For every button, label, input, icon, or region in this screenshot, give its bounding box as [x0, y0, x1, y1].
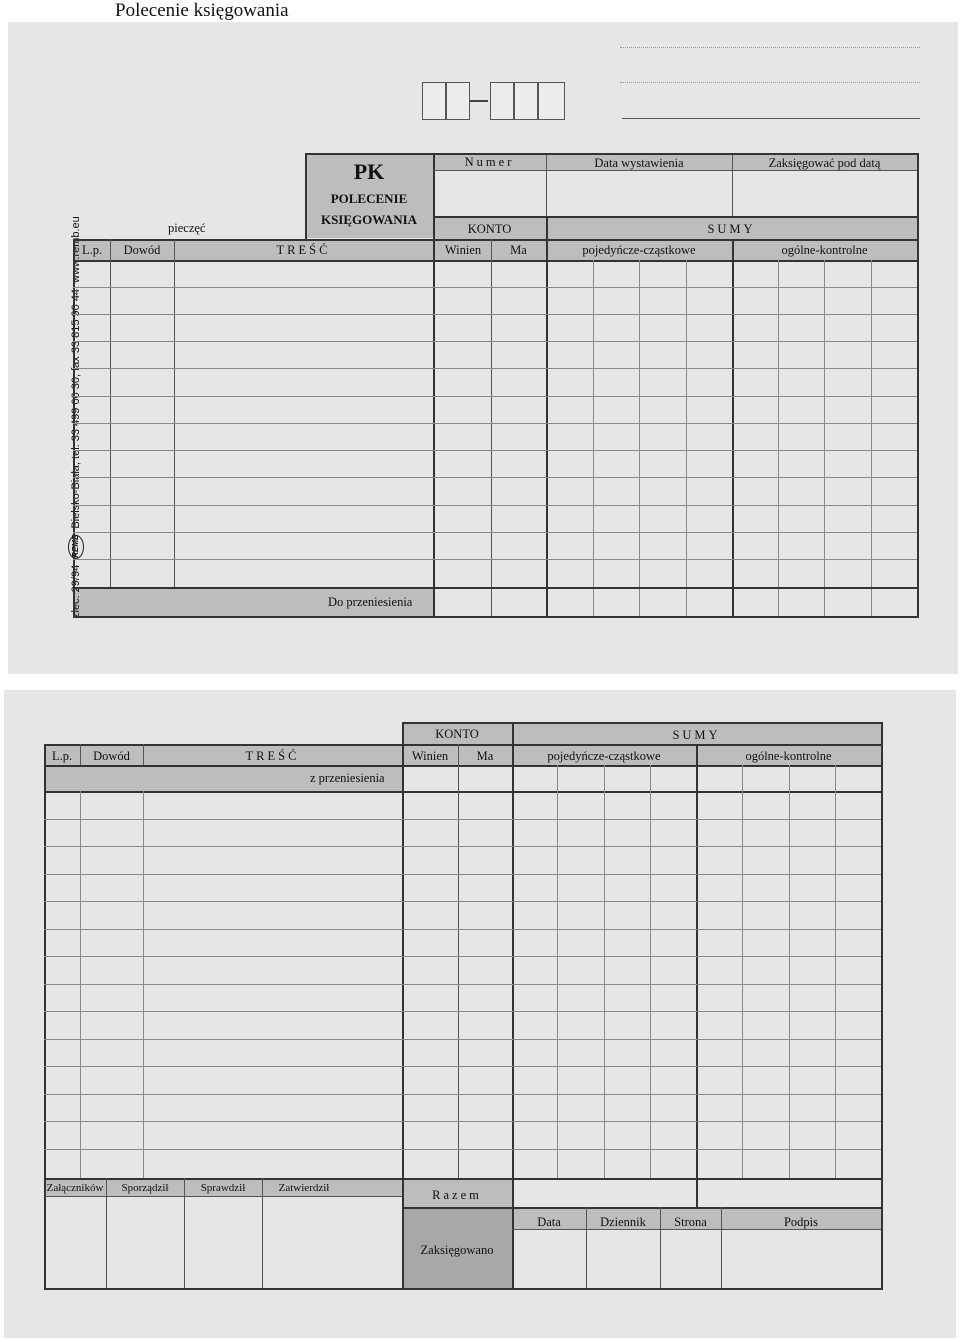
podpis-label: Podpis — [783, 1215, 819, 1229]
pk-label: PK — [353, 159, 385, 184]
grid-line-vertical — [732, 153, 733, 216]
number-box — [446, 82, 470, 120]
grid-line-horizontal — [44, 956, 881, 957]
data-label: Data — [537, 1215, 561, 1229]
grid-line-vertical — [80, 744, 81, 765]
grid-line-horizontal — [73, 423, 917, 424]
grid-line-horizontal — [73, 505, 917, 506]
grid-line-horizontal — [73, 616, 919, 618]
grid-line-vertical — [835, 765, 836, 1178]
winien-label: Winien — [411, 749, 449, 763]
zaksiegowano-label: Zaksięgowano — [420, 1243, 494, 1257]
razem-label: Razem — [432, 1188, 482, 1202]
grid-line-horizontal — [44, 1011, 881, 1012]
ma-label: Ma — [476, 749, 494, 763]
grid-line-vertical — [546, 153, 547, 216]
grid-line-horizontal — [73, 396, 917, 397]
sumy-label: SUMY — [672, 728, 721, 742]
number-dash — [470, 100, 488, 102]
grid-line-vertical — [557, 765, 558, 1178]
zalacznikow-label: Załączników — [46, 1182, 104, 1194]
grid-line-horizontal — [44, 901, 881, 902]
pieczec-label: pieczęć — [168, 221, 206, 235]
grid-line-vertical — [143, 744, 144, 765]
tresc-label: TREŚĆ — [276, 243, 331, 257]
konto-label: KONTO — [435, 727, 479, 741]
grid-line-vertical — [742, 765, 743, 1178]
grid-line-horizontal — [402, 722, 881, 724]
grid-line-horizontal — [73, 368, 917, 369]
grid-line-horizontal — [44, 929, 881, 930]
grid-line-horizontal — [44, 1196, 402, 1197]
grid-line-horizontal — [44, 1178, 881, 1180]
ma-label: Ma — [510, 243, 527, 257]
grid-line-vertical — [184, 1178, 185, 1288]
grid-line-vertical — [789, 765, 790, 1178]
grid-line-horizontal — [44, 846, 881, 847]
grid-line-horizontal — [44, 984, 881, 985]
ogolne-label: ogólne-kontrolne — [781, 243, 868, 257]
grid-line-horizontal — [44, 765, 881, 767]
grid-line-horizontal — [73, 260, 917, 262]
dotted-line — [620, 47, 920, 48]
signature-line — [622, 118, 920, 119]
grid-line-vertical — [546, 216, 548, 616]
grid-line-vertical — [917, 153, 919, 616]
grid-line-horizontal — [44, 1039, 881, 1040]
pojedyncze-label: pojedyńcze-cząstkowe — [582, 243, 696, 257]
grid-line-vertical — [174, 239, 175, 587]
grid-line-horizontal — [402, 1207, 881, 1209]
grid-line-horizontal — [44, 819, 881, 820]
grid-line-horizontal — [44, 744, 881, 746]
winien-label: Winien — [444, 243, 482, 257]
grid-line-horizontal — [44, 1066, 881, 1067]
grid-line-vertical — [110, 239, 111, 587]
grid-line-horizontal — [44, 1288, 883, 1290]
grid-line-horizontal — [73, 532, 917, 533]
grid-line-horizontal — [512, 1229, 881, 1230]
tresc-label: TREŚĆ — [245, 749, 300, 763]
document-title: Polecenie księgowania — [115, 0, 289, 21]
pojedyncze-label: pojedyńcze-cząstkowe — [547, 749, 661, 763]
grid-line-horizontal — [433, 170, 917, 171]
dowod-label: Dowód — [93, 749, 130, 763]
grid-line-vertical — [660, 1207, 661, 1288]
grid-line-vertical — [696, 744, 698, 1207]
grid-line-vertical — [106, 1178, 107, 1288]
grid-line-vertical — [650, 765, 651, 1178]
sprawdzil-label: Sprawdził — [200, 1182, 246, 1194]
grid-line-horizontal — [73, 559, 917, 560]
lp-label: L.p. — [82, 243, 103, 257]
polecenie-label: POLECENIE — [330, 191, 408, 206]
grid-line-horizontal — [73, 450, 917, 451]
konto-label: KONTO — [467, 222, 512, 236]
grid-line-horizontal — [73, 239, 917, 241]
grid-line-horizontal — [73, 341, 917, 342]
printer-imprint: zlec. 29/94 REMB Bielsko-Biała, tel. 33 499 00 30, fax 33 815 90 44, www.remb.eu — [68, 216, 84, 618]
dotted-line — [620, 82, 920, 83]
grid-line-horizontal — [305, 153, 917, 155]
strona-label: Strona — [674, 1215, 707, 1229]
ogolne-label: ogólne-kontrolne — [745, 749, 832, 763]
zaksiegowac-label: Zaksięgować pod datą — [768, 156, 881, 170]
dowod-label: Dowód — [123, 243, 161, 257]
grid-line-vertical — [262, 1178, 263, 1288]
lp-label: L.p. — [52, 749, 73, 763]
numer-label: Numer — [464, 155, 515, 169]
grid-line-vertical — [721, 1207, 722, 1288]
grid-line-vertical — [305, 153, 307, 239]
grid-line-horizontal — [44, 1149, 881, 1150]
grid-line-vertical — [44, 744, 46, 1288]
grid-line-horizontal — [44, 1121, 881, 1122]
grid-line-horizontal — [73, 477, 917, 478]
z-przeniesienia-label: z przeniesienia — [310, 771, 385, 785]
grid-line-horizontal — [73, 314, 917, 315]
grid-line-vertical — [586, 1207, 587, 1288]
number-box — [514, 82, 538, 120]
dziennik-label: Dziennik — [600, 1215, 646, 1229]
number-box — [490, 82, 514, 120]
grid-line-vertical — [604, 765, 605, 1178]
grid-line-vertical — [458, 744, 459, 1178]
remb-logo-icon: REMB — [68, 535, 84, 559]
number-box — [538, 82, 565, 120]
grid-line-horizontal — [433, 216, 917, 218]
number-box — [422, 82, 446, 120]
grid-line-horizontal — [44, 874, 881, 875]
grid-line-vertical — [433, 153, 435, 616]
sporzadzil-label: Sporządził — [121, 1182, 169, 1194]
zatwierdzil-label: Zatwierdził — [278, 1182, 330, 1194]
grid-line-horizontal — [44, 1094, 881, 1095]
grid-line-vertical — [402, 722, 404, 1288]
do-przeniesienia-label: Do przeniesienia — [328, 595, 413, 609]
form-front-sheet — [8, 22, 958, 674]
data-wystawienia-label: Data wystawienia — [594, 156, 684, 170]
grid-line-vertical — [512, 722, 514, 1288]
grid-line-vertical — [881, 722, 883, 1288]
grid-line-horizontal — [73, 587, 917, 589]
grid-line-horizontal — [44, 791, 881, 793]
sumy-label: SUMY — [707, 222, 756, 236]
ksiegowania-label: KSIĘGOWANIA — [320, 212, 418, 227]
grid-line-horizontal — [73, 287, 917, 288]
